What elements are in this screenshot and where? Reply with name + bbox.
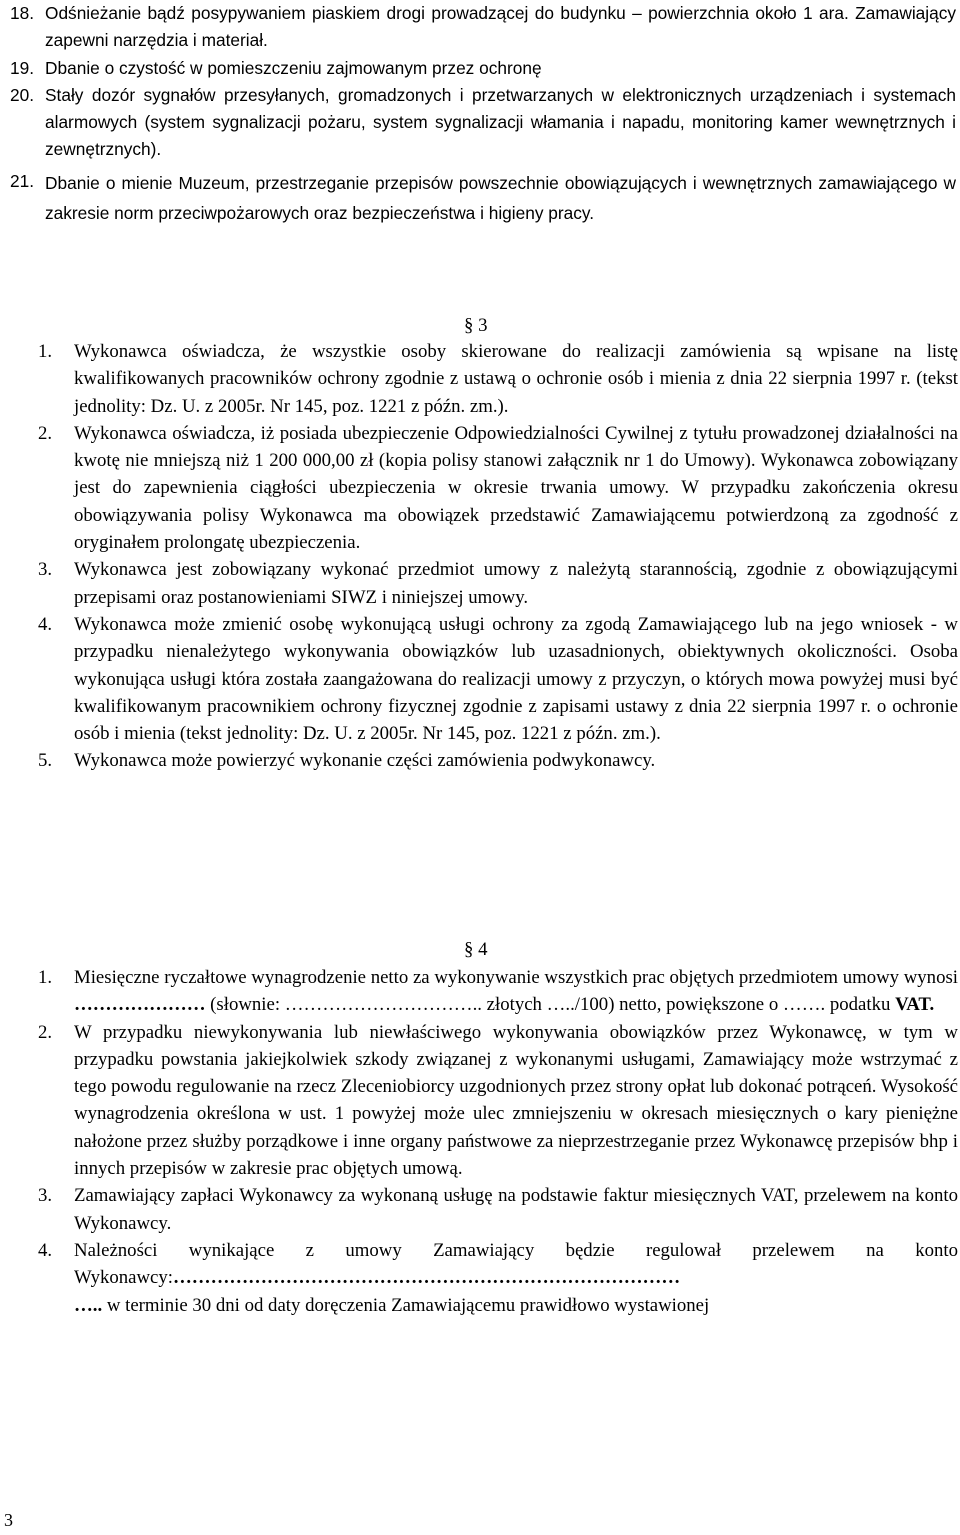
item-text: Zamawiający zapłaci Wykonawcy za wykonaną usługę na podstawie faktur miesięcznych VAT, przelewem na konto Wykonawcy. [74, 1185, 958, 1234]
list-item [28, 1019, 958, 1183]
vat-label: VAT. [895, 994, 935, 1016]
item-number: 2. [38, 1021, 53, 1043]
item-number: 18. [10, 3, 35, 23]
item-number: 4. [38, 613, 53, 635]
section-3-list [28, 338, 958, 775]
list-item [28, 1237, 958, 1319]
list-item [28, 611, 958, 747]
list-item [28, 338, 958, 420]
list-item [28, 1182, 958, 1237]
item-text: Wykonawca jest zobowiązany wykonać przedmiot umowy z należytą starannością, zgodnie z obowiązującymi przepisami oraz postanowieniami SIWZ i niniejszej umowy. [74, 559, 958, 608]
list-item [28, 420, 958, 556]
list-item [10, 82, 956, 164]
item-text: Dbanie o mienie Muzeum, przestrzeganie przepisów powszechnie obowiązujących i wewnętrznych zamawiającego w zakresie norm przeciwpożarowych oraz bezpieczeństwa i higieny pracy. [45, 172, 956, 223]
list-item [10, 168, 956, 228]
item-text: Wykonawca oświadcza, że wszystkie osoby skierowane do realizacji zamówienia są wpisane na listę kwalifikowanych pracowników ochrony zgodnie z ustawą o ochronie osób i mienia z dnia 22 sierpnia 1997 r. (tekst jednolity: Dz. U. z 2005r. Nr 145, poz. 1221 z późn. zm.). [74, 341, 958, 417]
list-item [10, 0, 956, 55]
list-item [28, 556, 958, 611]
task-list-top [10, 0, 956, 228]
account-placeholder: ……………………………………………………………………… [173, 1267, 681, 1289]
section-3-heading: § 3 [464, 315, 488, 336]
item-text: Dbanie o czystość w pomieszczeniu zajmowanym przez ochronę [45, 57, 542, 78]
list-item [28, 964, 958, 1019]
item-text: Miesięczne ryczałtowe wynagrodzenie netto za wykonywanie wszystkich prac objętych przedmiotem umowy wynosi [74, 967, 958, 988]
item-text: Wykonawca może zmienić osobę wykonującą usługi ochrony za zgodą Zamawiającego lub na jego wniosek - w przypadku nienależytego wykonywania obowiązków lub uzasadnionych, obiektywnych okoliczności. Osoba wykonująca usługi która została zaangażowana do realizacji umowy z przyczyn, o których mowa powyżej musi być kwalifikowanym pracownikiem ochrony fizycznej zgodnie z zapisami ustawy z dnia 22 sierpnia 1997 r. o ochronie osób i mienia (tekst jednolity: Dz. U. z 2005r. Nr 145, poz. 1221 z późn. zm.). [74, 613, 958, 745]
item-number: 3. [38, 1185, 53, 1207]
item-number: 20. [10, 84, 35, 105]
section-4-list [28, 964, 958, 1319]
list-item [28, 747, 958, 774]
item-number: 1. [38, 341, 53, 362]
item-text: Wykonawca może powierzyć wykonanie części zamówienia podwykonawcy. [74, 750, 656, 772]
list-item [10, 55, 956, 82]
page-number: 3 [4, 1510, 13, 1530]
amount-placeholder: ………………… [74, 994, 206, 1016]
item-number: 21. [10, 170, 35, 191]
item-number: 1. [38, 967, 53, 988]
item-text: Stały dozór sygnałów przesyłanych, gromadzonych i przetwarzanych w elektronicznych urządzeniach i systemach alarmowych (system sygnalizacji pożaru, system sygnalizacji włamania i napadu, monitoring kamer wewnętrznych i zewnętrznych). [45, 84, 956, 160]
item-text: W przypadku niewykonywania lub niewłaściwego wykonywania obowiązków przez Wykonawcę, w tym w przypadku powstania jakiejkolwiek szkody związanej z wykonanymi usługami, Zamawiający może wstrzymać z tego powodu regulowanie na rzecz Zleceniobiorcy uzgodnionych przez strony opłat lub dokonać potrąceń. Wysokość wynagrodzenia określona w ust. 1 powyżej może ulec zmniejszeniu w okresach miesięcznych o kary pieniężne nałożone przez służby porządkowe i inne organy państwowe za nieprzestrzeganie przez Wykonawcę przepisów bhp i innych przepisów w zakresie prac objętych umową. [74, 1021, 958, 1180]
item-number: 3. [38, 559, 53, 581]
item-number: 4. [38, 1239, 53, 1261]
item-text-cont: w terminie 30 dni od daty doręczenia Zamawiającemu prawidłowo wystawionej [102, 1294, 710, 1316]
item-text-cont: (słownie: ………………………….. złotych …../100) netto, powiększone o ……. podatku [205, 994, 896, 1016]
item-text: Wykonawca oświadcza, iż posiada ubezpieczenie Odpowiedzialności Cywilnej z tytułu prowadzonej działalności na kwotę nie mniejszą niż 1 200 000,00 zł (kopia polisy stanowi załącznik nr 1 do Umowy). Wykonawca zobowiązany jest do zapewnienia ciągłości ubezpieczenia w okresie trwania umowy. W przypadku zakończenia okresu obowiązywania polisy Wykonawca ma obowiązek przedstawić Zamawiającemu potwierdzoną za zgodność z oryginałem prolongatę ubezpieczenia. [74, 422, 958, 554]
item-number: 5. [38, 750, 53, 772]
item-text: Należności wynikające z umowy Zamawiający będzie regulował przelewem na konto Wykonawcy: [74, 1239, 958, 1289]
account-placeholder-end: ….. [74, 1294, 103, 1316]
item-number: 2. [38, 422, 53, 444]
section-4-heading: § 4 [464, 939, 488, 960]
item-text: Odśnieżanie bądź posypywaniem piaskiem drogi prowadzącej do budynku – powierzchnia około 1 ara. Zamawiający zapewni narzędzia i materiał. [45, 3, 956, 51]
item-number: 19. [10, 57, 35, 78]
